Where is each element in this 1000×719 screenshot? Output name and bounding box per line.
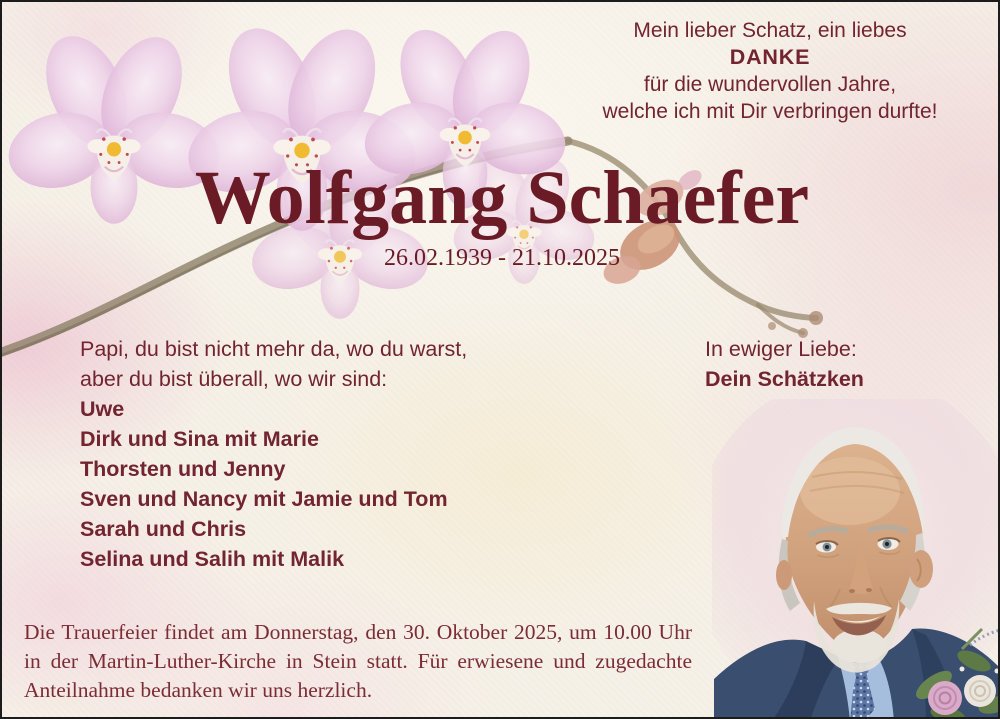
family-message (80, 334, 560, 574)
farewell-line: In ewiger Liebe: (705, 337, 857, 361)
dedication-line: welche ich mit Dir verbringen durfte! (602, 100, 938, 123)
family-name: Dirk und Sina mit Marie (80, 427, 319, 451)
farewell-signature: Dein Schätzken (705, 367, 864, 391)
dedication-line: Mein lieber Schatz, ein liebes (633, 19, 907, 42)
family-name: Sven und Nancy mit Jamie und Tom (80, 487, 448, 511)
family-name: Uwe (80, 397, 125, 421)
farewell-message (705, 334, 985, 394)
dedication-danke: DANKE (729, 45, 811, 69)
dedication-line: für die wundervollen Jahre, (643, 73, 897, 96)
funeral-line: Anteilnahme bedanken wir uns herzlich. (24, 678, 373, 702)
family-intro-line: aber du bist überall, wo wir sind: (80, 367, 388, 391)
funeral-information (24, 618, 692, 705)
family-name: Thorsten und Jenny (80, 457, 286, 481)
family-intro-line: Papi, du bist nicht mehr da, wo du warst, (80, 337, 468, 361)
funeral-line: in der Martin-Luther-Kirche in Stein statt. Für erwiesene und zugedachte (24, 649, 692, 673)
family-name: Sarah und Chris (80, 517, 247, 541)
family-name: Selina und Salih mit Malik (80, 547, 345, 571)
dedication-message (540, 17, 1000, 125)
life-dates: 26.02.1939 - 21.10.2025 (384, 245, 620, 271)
portrait-photo (712, 399, 1000, 719)
funeral-line: Die Trauerfeier findet am Donnerstag, den 30. Oktober 2025, um 10.00 Uhr (24, 620, 692, 644)
deceased-name: Wolfgang Schaefer (194, 156, 810, 240)
